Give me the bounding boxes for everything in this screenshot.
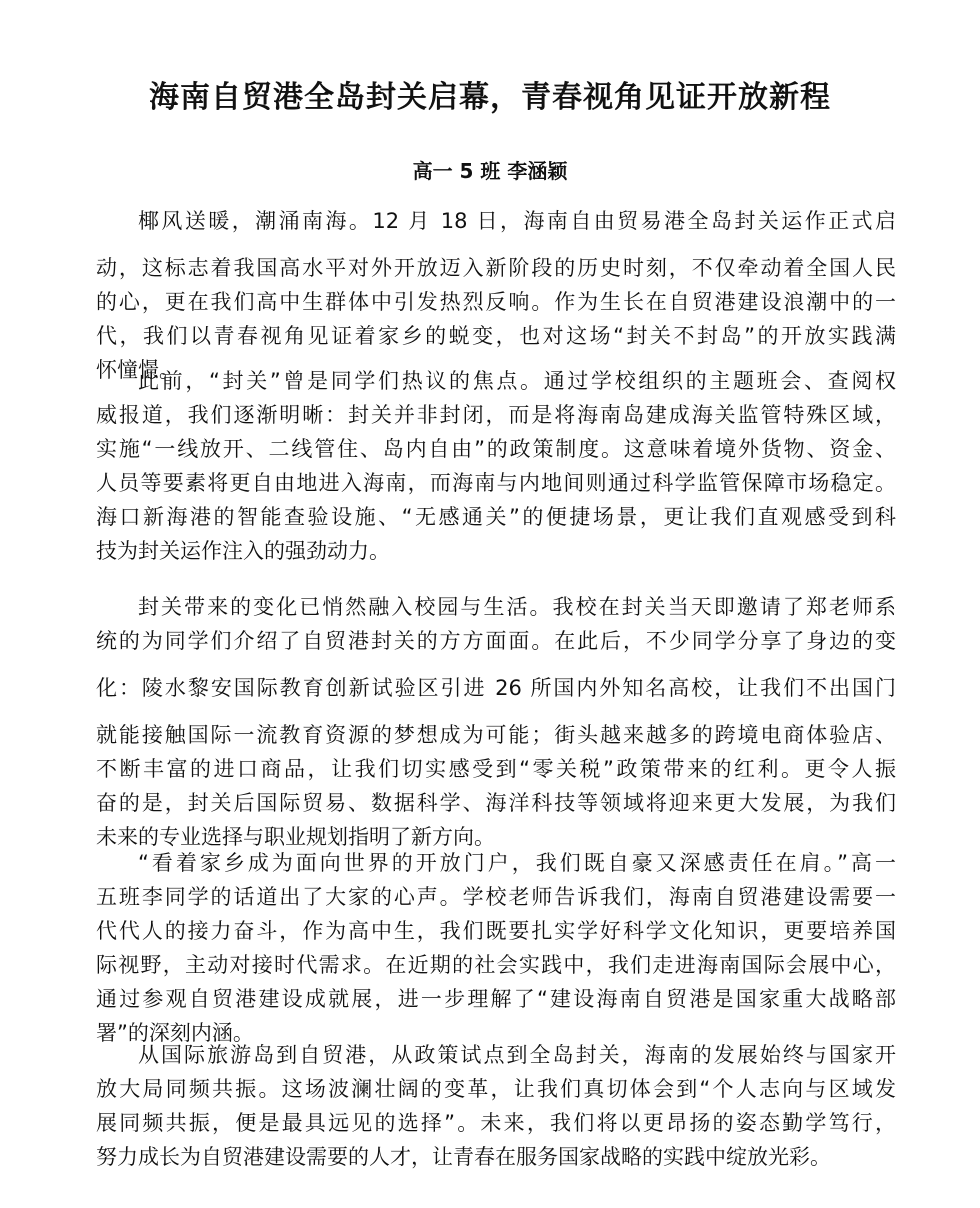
paragraph-line: 怀憧憬。 [96, 358, 180, 382]
paragraph-line: 展同频共振，便是最具远见的选择”。未来，我们将以更昂扬的姿态勤学笃行， [96, 1111, 896, 1135]
paragraph-line: 动，这标志着我国高水平对外开放迈入新阶段的历史时刻，不仅牵动着全国人民 [96, 256, 896, 280]
paragraph-line: 人员等要素将更自由地进入海南，而海南与内地间则通过科学监管保障市场稳定。 [96, 471, 896, 495]
paragraph-line: 五班李同学的话道出了大家的心声。学校老师告诉我们，海南自贸港建设需要一 [96, 885, 896, 909]
paragraph-line: 代，我们以青春视角见证着家乡的蜕变，也对这场“封关不封岛”的开放实践满 [96, 324, 896, 348]
paragraph-line: 统的为同学们介绍了自贸港封关的方方面面。在此后，不少同学分享了身边的变 [96, 629, 896, 653]
paragraph-line: 海口新海港的智能查验设施、“无感通关”的便捷场景，更让我们直观感受到科 [96, 505, 896, 529]
paragraph-line: 未来的专业选择与职业规划指明了新方向。 [96, 825, 495, 849]
paragraph-line: 放大局同频共振。这场波澜壮阔的变革，让我们真切体会到“个人志向与区域发 [96, 1077, 896, 1101]
paragraph-4 [96, 846, 896, 1050]
paragraph-line: 椰风送暖，潮涌南海。12 月 18 日，海南自由贸易港全岛封关运作正式启 [138, 209, 896, 233]
paragraph-line: 从国际旅游岛到自贸港，从政策试点到全岛封关，海南的发展始终与国家开 [138, 1043, 896, 1067]
paragraph-line: 通过参观自贸港建设成就展，进一步理解了“建设海南自贸港是国家重大战略部 [96, 987, 896, 1011]
paragraph-line: 际视野，主动对接时代需求。在近期的社会实践中，我们走进海南国际会展中心， [96, 953, 896, 977]
paragraph-line: 此前，“封关”曾是同学们热议的焦点。通过学校组织的主题班会、查阅权 [138, 369, 896, 393]
paragraph-line: 封关带来的变化已悄然融入校园与生活。我校在封关当天即邀请了郑老师系 [138, 595, 896, 619]
paragraph-2 [96, 364, 896, 568]
author-byline: 高一 5 班 李涵颖 [412, 159, 568, 183]
paragraph-line: 威报道，我们逐渐明晰：封关并非封闭，而是将海南岛建成海关监管特殊区域， [96, 403, 896, 427]
document-title: 海南自贸港全岛封关启幕，青春视角见证开放新程 [149, 80, 831, 116]
paragraph-line: 化：陵水黎安国际教育创新试验区引进 26 所国内外知名高校，让我们不出国门 [96, 676, 896, 700]
paragraph-line: 努力成长为自贸港建设需要的人才，让青春在服务国家战略的实践中绽放光彩。 [96, 1145, 831, 1169]
paragraph-line: “看着家乡成为面向世界的开放门户，我们既自豪又深感责任在肩。”高一 [138, 851, 896, 875]
paragraph-line: 署”的深刻内涵。 [96, 1021, 254, 1045]
paragraph-line: 奋的是，封关后国际贸易、数据科学、海洋科技等领域将迎来更大发展，为我们 [96, 791, 896, 815]
paragraph-5 [96, 1038, 896, 1174]
paragraph-line: 代代人的接力奋斗，作为高中生，我们既要扎实学好科学文化知识，更要培养国 [96, 919, 896, 943]
paragraph-line: 就能接触国际一流教育资源的梦想成为可能；街头越来越多的跨境电商体验店、 [96, 723, 896, 747]
paragraph-line: 的心，更在我们高中生群体中引发热烈反响。作为生长在自贸港建设浪潮中的一 [96, 290, 896, 314]
paragraph-line: 实施“一线放开、二线管住、岛内自由”的政策制度。这意味着境外货物、资金、 [96, 437, 896, 461]
paragraph-line: 技为封关运作注入的强劲动力。 [96, 539, 390, 563]
paragraph-1 [96, 204, 896, 387]
paragraph-line: 不断丰富的进口商品，让我们切实感受到“零关税”政策带来的红利。更令人振 [96, 757, 896, 781]
paragraph-3 [96, 590, 896, 854]
